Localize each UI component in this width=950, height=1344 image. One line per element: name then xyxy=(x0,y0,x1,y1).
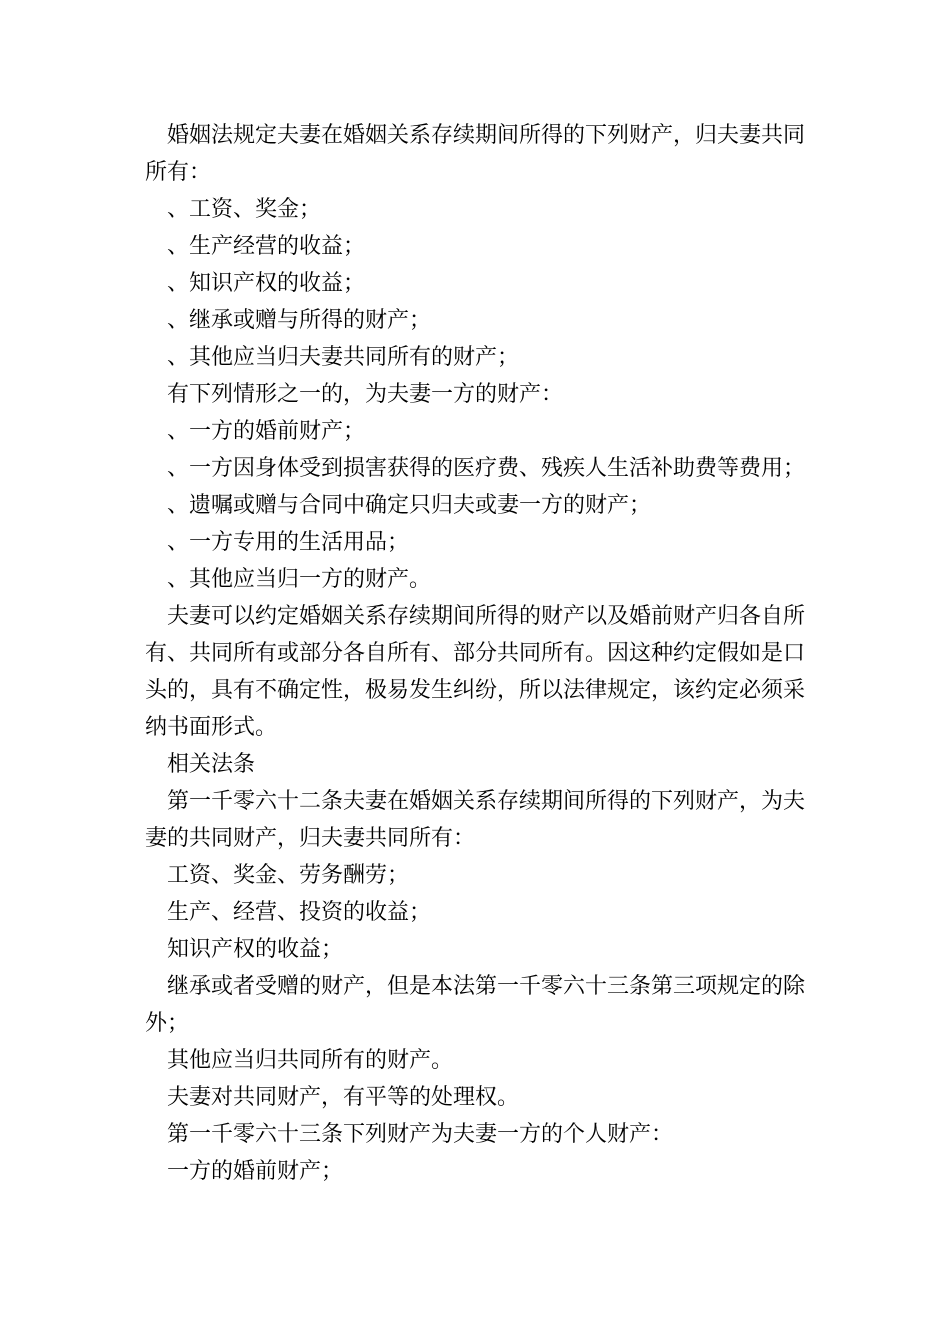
list-item-other-common: 、其他应当归夫妻共同所有的财产； xyxy=(167,345,520,370)
list-item-other-separate: 、其他应当归一方的财产。 xyxy=(167,567,432,592)
paragraph-article-1062: 第一千零六十二条夫妻在婚姻关系存续期间所得的下列财产，为夫妻的共同财产，归夫妻共同所有： xyxy=(145,789,806,851)
paragraph-agreement: 夫妻可以约定婚姻关系存续期间所得的财产以及婚前财产归各自所有、共同所有或部分各自所有、部分共同所有。因这种约定假如是口头的，具有不确定性，极易发生纠纷，所以法律规定，该约定必须采纳书面形式。 xyxy=(145,604,806,740)
list-item-inheritance-gift: 继承或者受赠的财产，但是本法第一千零六十三条第三项规定的除外； xyxy=(145,974,806,1036)
section-heading-related-law: 相关法条 xyxy=(167,752,256,777)
paragraph-separate-property: 有下列情形之一的，为夫妻一方的财产： xyxy=(167,382,564,407)
list-item-inheritance: 、继承或赠与所得的财产； xyxy=(167,308,432,333)
paragraph-article-1063: 第一千零六十三条下列财产为夫妻一方的个人财产： xyxy=(167,1122,674,1147)
list-item-production-investment: 生产、经营、投资的收益； xyxy=(167,900,432,925)
list-item-business-income: 、生产经营的收益； xyxy=(167,234,366,259)
list-item-will-gift: 、遗嘱或赠与合同中确定只归夫或妻一方的财产； xyxy=(167,493,652,518)
list-item-injury-compensation: 、一方因身体受到损害获得的医疗费、残疾人生活补助费等费用； xyxy=(167,456,806,481)
paragraph-equal-rights: 夫妻对共同财产，有平等的处理权。 xyxy=(167,1085,520,1110)
list-item-premarital: 、一方的婚前财产； xyxy=(167,419,366,444)
list-item-ip-income: 、知识产权的收益； xyxy=(167,271,366,296)
list-item-ip-income-2: 知识产权的收益； xyxy=(167,937,344,962)
list-item-wages: 、工资、奖金； xyxy=(167,197,322,222)
paragraph-intro: 婚姻法规定夫妻在婚姻关系存续期间所得的下列财产，归夫妻共同所有： xyxy=(145,123,806,185)
list-item-wages-labor: 工资、奖金、劳务酬劳； xyxy=(167,863,410,888)
document-body xyxy=(145,117,805,1190)
list-item-other-common-2: 其他应当归共同所有的财产。 xyxy=(167,1048,454,1073)
list-item-personal-items: 、一方专用的生活用品； xyxy=(167,530,410,555)
list-item-premarital-2: 一方的婚前财产； xyxy=(167,1159,344,1184)
